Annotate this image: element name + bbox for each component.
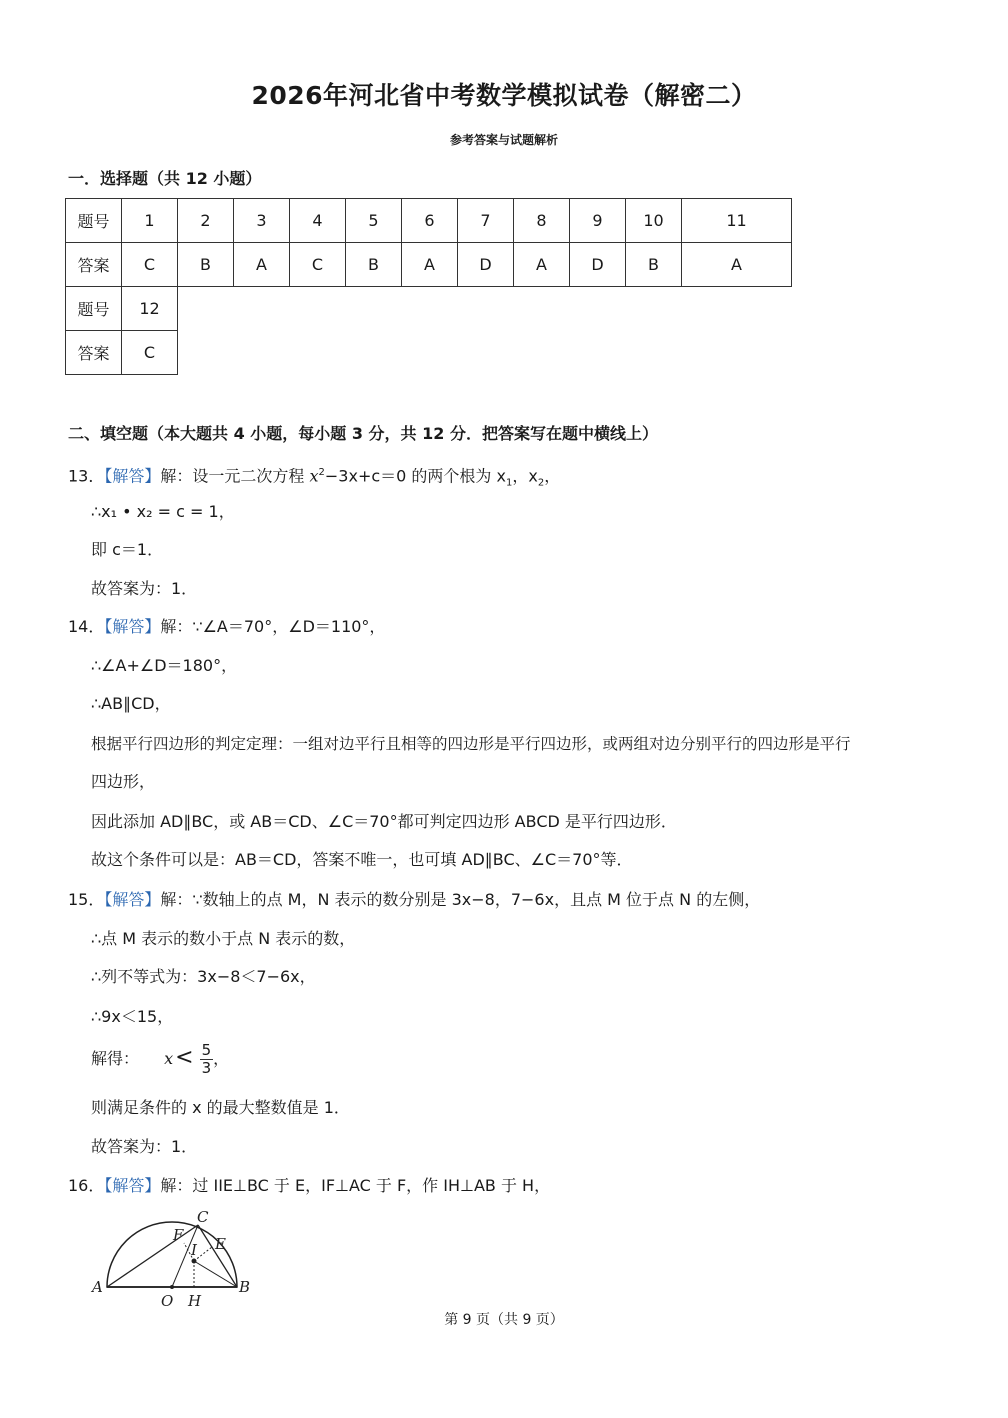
table-row <box>66 199 792 243</box>
table-cell: A <box>234 243 290 287</box>
text: ， <box>213 1049 230 1068</box>
fraction-denominator: 3 <box>201 1059 212 1077</box>
table-row <box>66 243 792 287</box>
label-E: E <box>215 1235 226 1253</box>
table-cell: A <box>514 243 570 287</box>
text: 解：∵数轴上的点 M，N 表示的数分别是 3x−8，7−6x，且点 M 位于点 N 的左侧， <box>160 890 761 909</box>
table-cell: A <box>402 243 458 287</box>
question-number: 13． <box>68 466 105 486</box>
table-cell: 5 <box>346 199 402 243</box>
table-cell: 3 <box>234 199 290 243</box>
table-cell: 9 <box>570 199 626 243</box>
label-I: I <box>191 1241 197 1259</box>
text: < <box>175 1045 194 1070</box>
table-cell: D <box>458 243 514 287</box>
table-cell: 题号 <box>66 287 122 331</box>
q13-line2: ∴x₁ • x₂ = c = 1， <box>91 502 235 521</box>
table-cell: 答案 <box>66 331 122 375</box>
table-cell: 8 <box>514 199 570 243</box>
text: x <box>164 1049 174 1068</box>
label-F: F <box>173 1226 184 1244</box>
point-O <box>170 1285 174 1289</box>
section1-heading: 一．选择题（共 12 小题） <box>68 169 262 188</box>
table-cell: B <box>626 243 682 287</box>
q14-line1 <box>68 617 385 637</box>
q14-line7: 故这个条件可以是：AB＝CD，答案不唯一，也可填 AD∥BC、∠C＝70°等． <box>91 850 633 869</box>
table-cell: C <box>122 243 178 287</box>
section2-heading: 二、填空题（本大题共 4 小题，每小题 3 分，共 12 分．把答案写在题中横线上） <box>68 424 658 443</box>
label-C: C <box>197 1208 209 1226</box>
answer-tag: 【解答】 <box>104 466 161 486</box>
text: −3x+c＝0 的两个根为 x <box>324 466 506 486</box>
table-cell: B <box>178 243 234 287</box>
q15-line7: 故答案为：1． <box>91 1137 198 1156</box>
page-footer: 第 9 页（共 9 页） <box>444 1312 564 1328</box>
point-I <box>192 1259 197 1264</box>
q14-line2: ∴∠A+∠D＝180°， <box>91 656 238 675</box>
table-cell: 10 <box>626 199 682 243</box>
q14-line3: ∴AB∥CD， <box>91 694 171 713</box>
table-cell: 6 <box>402 199 458 243</box>
table-cell: 2 <box>178 199 234 243</box>
q14-line6: 因此添加 AD∥BC，或 AB＝CD、∠C＝70°都可判定四边形 ABCD 是平行四边形． <box>91 812 677 831</box>
text: 解：设一元二次方程 <box>160 466 310 486</box>
table-cell: 题号 <box>66 199 122 243</box>
page-title: 2026年河北省中考数学模拟试卷（解密二） <box>251 81 757 110</box>
geometry-figure <box>85 1205 265 1310</box>
answer-table-row1 <box>65 198 792 375</box>
page-subtitle: 参考答案与试题解析 <box>449 133 558 147</box>
table-cell: 答案 <box>66 243 122 287</box>
table-cell: 12 <box>122 287 178 331</box>
text: 1 <box>505 477 513 489</box>
answer-tag: 【解答】 <box>104 890 161 909</box>
segment-IB <box>194 1261 237 1287</box>
fraction <box>200 1042 214 1077</box>
text: 解：∵∠A＝70°，∠D＝110°， <box>160 617 386 636</box>
text: 2 <box>318 467 325 478</box>
q13-line1 <box>68 463 560 494</box>
q13-line4: 故答案为：1． <box>91 579 198 598</box>
table-cell: B <box>346 243 402 287</box>
question-number: 15． <box>68 890 105 909</box>
q14-line4: 根据平行四边形的判定定理：一组对边平行且相等的四边形是平行四边形，或两组对边分别平行的四边形是平行 <box>91 735 851 753</box>
q15-line4: ∴9x＜15， <box>91 1007 174 1026</box>
q16-line1 <box>68 1176 550 1196</box>
table-row <box>66 331 792 375</box>
semicircle <box>107 1222 237 1287</box>
label-B: B <box>239 1278 251 1296</box>
table-cell: C <box>122 331 178 375</box>
table-cell: 7 <box>458 199 514 243</box>
q15-line5 <box>91 1040 229 1077</box>
question-number: 14． <box>68 617 105 636</box>
table-cell: 1 <box>122 199 178 243</box>
text: 解：过 IIE⊥BC 于 E，IF⊥AC 于 F，作 IH⊥AB 于 H， <box>160 1176 551 1195</box>
answer-tag: 【解答】 <box>104 617 161 636</box>
table-cell: C <box>290 243 346 287</box>
text: 2 <box>537 477 545 489</box>
q13-line3: 即 c＝1． <box>91 540 164 559</box>
table-cell: D <box>570 243 626 287</box>
q15-line2: ∴点 M 表示的数小于点 N 表示的数， <box>91 929 356 948</box>
table-row <box>66 287 792 331</box>
answer-tag: 【解答】 <box>104 1176 161 1195</box>
label-O: O <box>161 1292 174 1310</box>
table-cell: A <box>682 243 792 287</box>
text: ， <box>544 466 561 486</box>
label-H: H <box>188 1292 202 1310</box>
q14-line5: 四边形， <box>91 772 156 791</box>
segment-AC <box>107 1225 198 1287</box>
text: x <box>309 466 319 486</box>
text: 解得： <box>91 1049 140 1068</box>
q15-line3: ∴列不等式为：3x−8＜7−6x， <box>91 967 316 986</box>
table-cell: 4 <box>290 199 346 243</box>
fraction-numerator: 5 <box>201 1041 212 1059</box>
q15-line1 <box>68 890 760 910</box>
table-cell: 11 <box>682 199 792 243</box>
text: ，x <box>512 466 538 486</box>
question-number: 16． <box>68 1176 105 1195</box>
label-A: A <box>92 1278 103 1296</box>
q15-line6: 则满足条件的 x 的最大整数值是 1． <box>91 1098 350 1117</box>
